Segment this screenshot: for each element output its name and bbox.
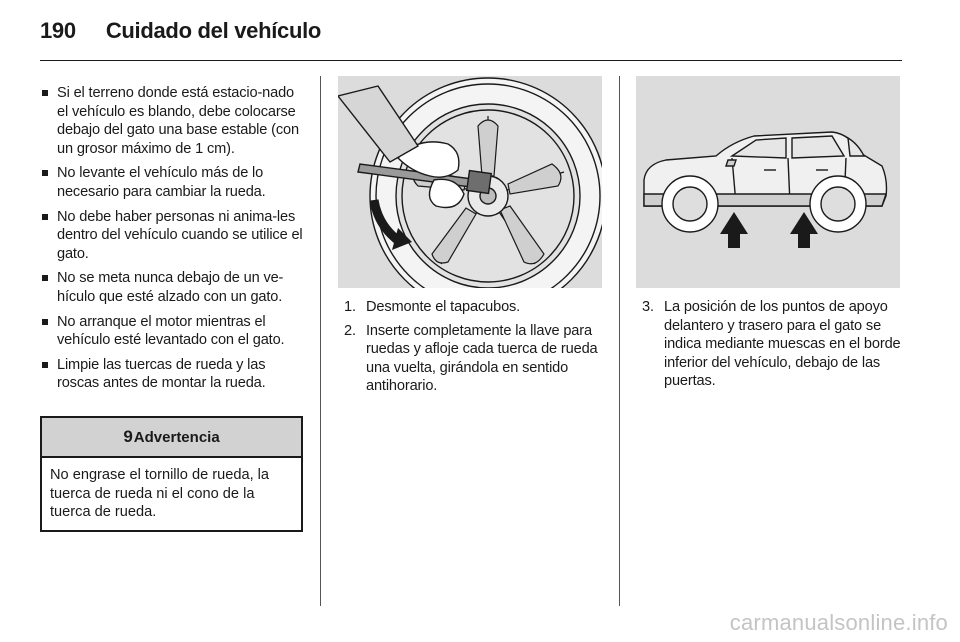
- header-rule: [40, 60, 902, 61]
- list-item: No se meta nunca debajo de un ve-hículo que esté alzado con un gato.: [40, 269, 306, 306]
- precautions-list: [40, 84, 306, 393]
- warning-box: [40, 416, 303, 532]
- column-3: [636, 298, 904, 396]
- step-number: 1.: [344, 299, 356, 315]
- list-item: [338, 298, 606, 317]
- steps-list: [636, 298, 904, 391]
- steps-list: [338, 298, 606, 396]
- list-item: No levante el vehículo más de lo necesario para cambiar la rueda.: [40, 164, 306, 201]
- warning-text: No engrase el tornillo de rueda, la tuerca de rueda ni el cono de la tuerca de rueda.: [50, 467, 270, 521]
- car-jack-points-illustration: [636, 76, 900, 288]
- step-number: 2.: [344, 322, 356, 339]
- column-1: [40, 84, 306, 399]
- page-title: Cuidado del vehículo: [105, 18, 322, 43]
- warning-icon: 9: [123, 427, 133, 446]
- wheel-wrench-illustration: [338, 76, 602, 288]
- column-2: [338, 298, 606, 401]
- step-number: 3.: [642, 299, 654, 315]
- step-text: La posición de los puntos de apoyo delantero y trasero para el gato se indica mediante muescas en el borde inferior del vehículo, debajo de las puertas.: [664, 299, 901, 390]
- wheel-wrench-drawing: [338, 76, 602, 288]
- watermark: carmanualsonline.info: [729, 610, 948, 635]
- step-text: Desmonte el tapacubos.: [366, 299, 521, 315]
- list-item: [338, 322, 606, 396]
- step-text: Inserte completamente la llave para ruedas y afloje cada tuerca de rueda una vuelta, girándola en sentido antihorario.: [366, 322, 598, 395]
- warning-title: Advertencia: [133, 428, 220, 446]
- list-item: No arranque el motor mientras el vehículo esté levantado con el gato.: [40, 313, 306, 350]
- page-header: [40, 18, 321, 46]
- list-item: [636, 298, 904, 391]
- warning-header: [42, 418, 301, 458]
- list-item: No debe haber personas ni anima-les dentro del vehículo cuando se utilice el gato.: [40, 208, 306, 264]
- list-item: Si el terreno donde está estacio-nado el vehículo es blando, debe colocarse debajo del gato una base estable (con un grosor máximo de 1 cm).: [40, 84, 306, 158]
- list-item: Limpie las tuercas de rueda y las roscas antes de montar la rueda.: [40, 356, 306, 393]
- page-number: 190: [40, 18, 76, 43]
- jack-point-arrows-icon: [720, 212, 818, 248]
- column-divider: [619, 76, 620, 606]
- car-jack-points-drawing: [636, 76, 900, 288]
- column-divider: [320, 76, 321, 606]
